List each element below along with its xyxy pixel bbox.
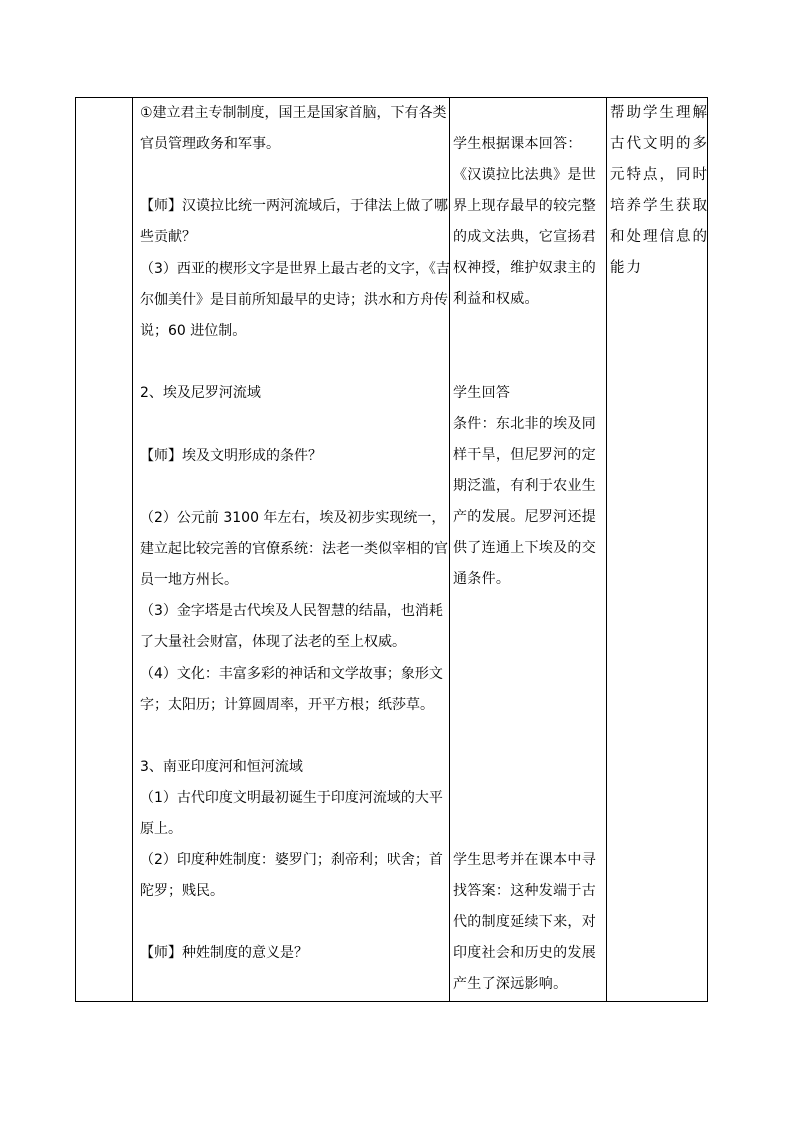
section-heading: 2、埃及尼罗河流域 (140, 385, 261, 401)
content-paragraph: （2）印度种姓制度：婆罗门；刹帝利；吠舍；首陀罗；贱民。 (140, 852, 443, 899)
content-paragraph: （3）金字塔是古代埃及人民智慧的结晶，也消耗了大量社会财富，体现了法老的至上权威。 (140, 603, 443, 650)
content-paragraph: 【师】埃及文明形成的条件？ (140, 448, 322, 464)
content-paragraph: （3）西亚的楔形文字是世界上最古老的文字，《吉尔伽美什》是目前所知最早的史诗；洪水和方舟传说；60 进位制。 (140, 261, 450, 339)
content-paragraph: （4）文化：丰富多彩的神话和文学故事；象形文字；太阳历；计算圆周率，开平方根；纸莎草。 (140, 666, 443, 713)
design-intent-text: 帮助学生理解古代文明的多元特点，同时培养学生获取和处理信息的能力 (610, 105, 709, 276)
student-response: 学生根据课本回答：《汉谟拉比法典》是世界上现存最早的较完整的成文法典，它宣扬君权神授，维护奴隶主的利益和权威。 (453, 136, 596, 307)
student-response: 学生回答 (453, 385, 511, 401)
content-paragraph: （2）公元前 3100 年左右，埃及初步实现统一，建立起比较完善的官僚系统：法老一类似宰相的官员一地方州长。 (140, 510, 448, 588)
student-response: 学生思考并在课本中寻找答案：这种发端于古代的制度延续下来，对印度社会和历史的发展产生了深远影响。 (453, 852, 596, 992)
design-intent-cell (606, 98, 709, 1001)
teaching-content-cell (132, 98, 449, 1001)
content-paragraph: 【师】种姓制度的意义是？ (140, 945, 308, 961)
section-heading: 3、南亚印度河和恒河流域 (140, 759, 303, 775)
student-response: 条件：东北非的埃及同样干旱，但尼罗河的定期泛滥，有利于农业生产的发展。尼罗河还提供了连通上下埃及的交通条件。 (453, 416, 596, 587)
empty-cell (76, 98, 132, 1001)
content-paragraph: ①建立君主专制制度，国王是国家首脑，下有各类官员管理政务和军事。 (140, 105, 447, 152)
content-paragraph: 【师】汉谟拉比统一两河流域后，于律法上做了哪些贡献？ (140, 198, 448, 245)
lesson-plan-table (75, 97, 708, 1002)
student-activity-cell (449, 98, 606, 1001)
content-paragraph: （1）古代印度文明最初诞生于印度河流域的大平原上。 (140, 790, 443, 837)
